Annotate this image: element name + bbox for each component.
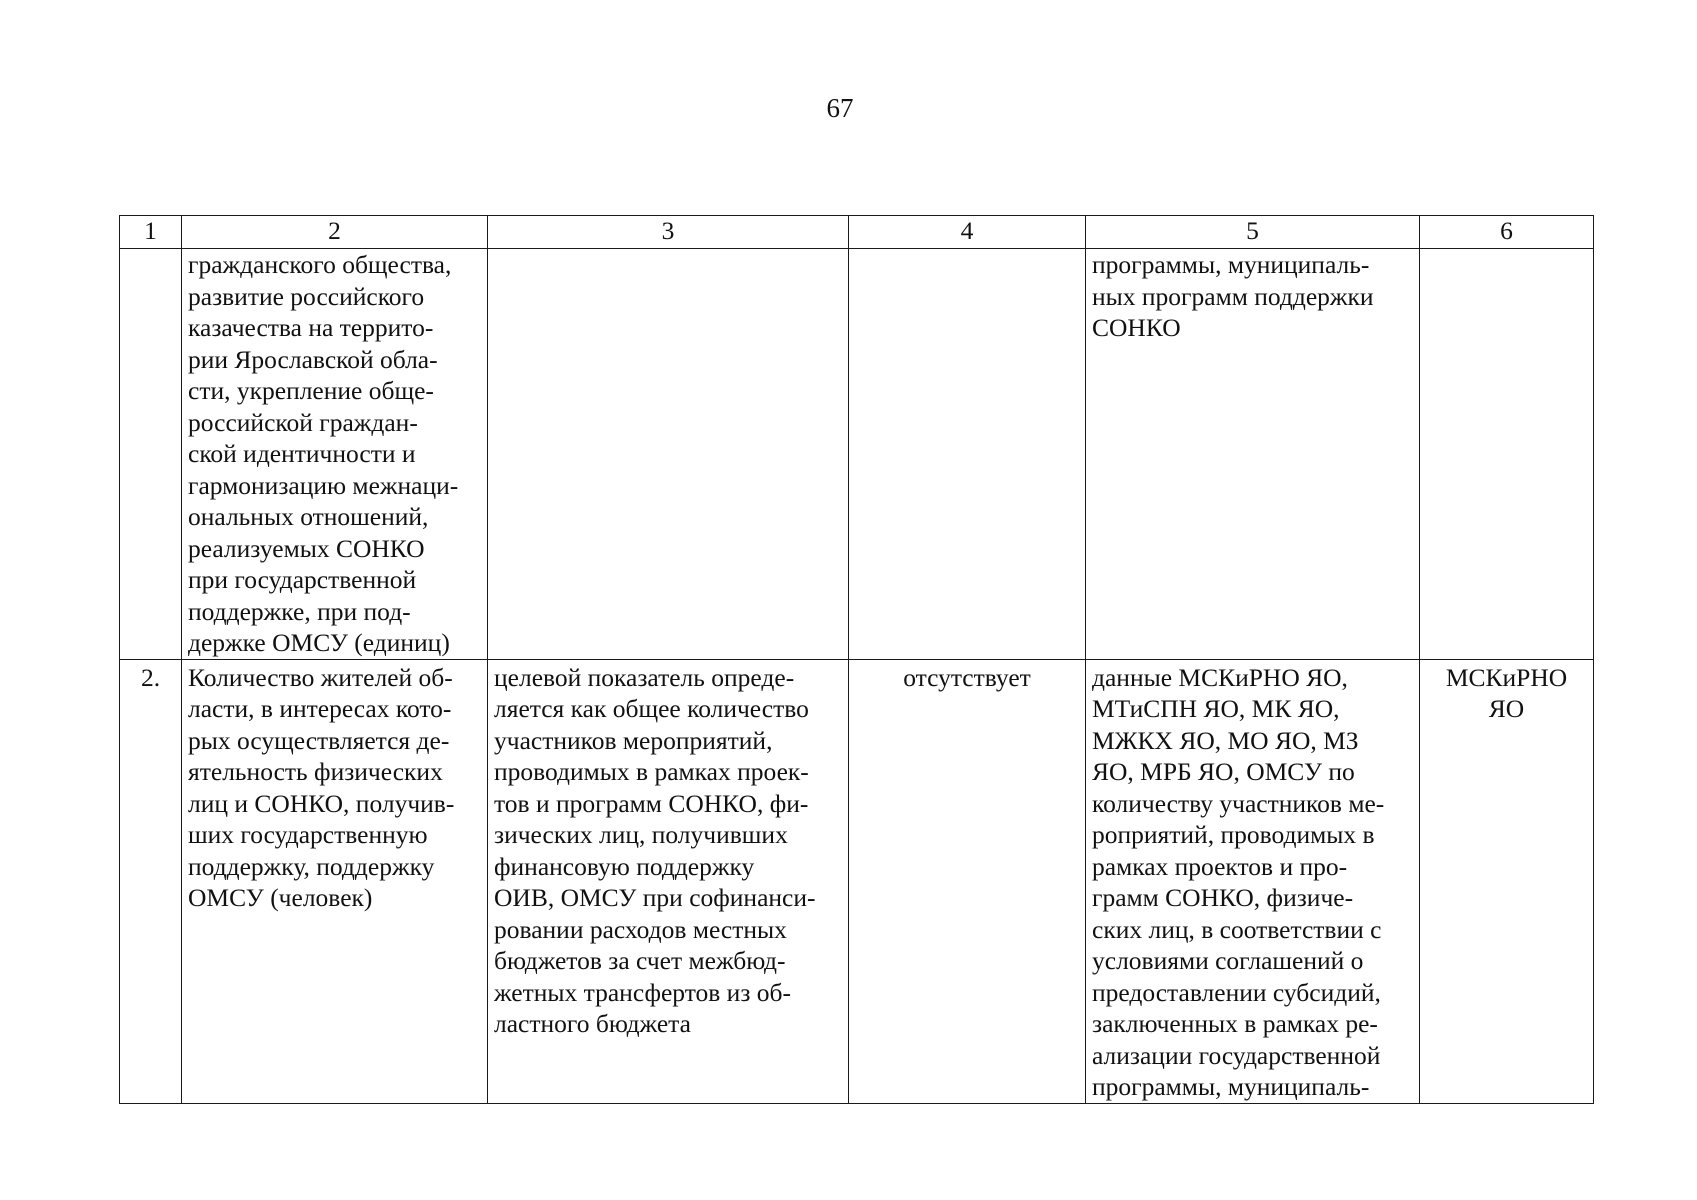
baseline-cell: отсутствует [849,659,1086,1103]
text-line: предоставлении субсидий, [1092,977,1381,1007]
column-header-1: 1 [120,216,182,249]
text-line: условиями соглашений о [1092,946,1364,975]
text-line: ОИВ, ОМСУ при софинанси- [494,883,816,912]
text-line: при государственной [188,565,417,594]
table-header-row [120,216,1594,249]
text-line: роприятий, проводимых в [1092,820,1375,849]
text-line: программы, муниципаль- [1092,1072,1370,1101]
indicator-table [119,215,1594,1104]
text-line: данные МСКиРНО ЯО, [1092,662,1348,692]
text-line: МТиСПН ЯО, МК ЯО, [1092,694,1340,723]
text-line: ональных отношений, [188,502,429,531]
column-header-2: 2 [182,216,488,249]
row-number-cell: 2. [120,659,182,1103]
text-line: рамках проектов и про- [1092,851,1348,881]
text-line: ской идентичности и [188,439,416,468]
text-line: развитие российского [188,281,425,311]
text-line: ятельность физических [188,757,443,786]
text-line: финансовую поддержку [494,851,755,881]
text-line: ских лиц, в соответствии с [1092,914,1382,944]
page-number: 67 [826,93,854,123]
responsible-cell [1420,249,1594,660]
baseline-cell [849,249,1086,660]
indicator-name-cell [182,249,488,660]
text-line: лиц и СОНКО, получив- [188,788,455,818]
text-line: ных программ поддержки [1092,281,1374,311]
text-line: ших государственную [188,820,428,849]
text-line: ласти, в интересах кото- [188,694,452,723]
text-line: СОНКО [1092,313,1181,342]
text-line: МЖКХ ЯО, МО ЯО, МЗ [1092,725,1359,755]
text-line: тов и программ СОНКО, фи- [494,788,809,818]
data-source-cell [1086,659,1420,1103]
column-header-3: 3 [488,216,849,249]
text-line: рых осуществляется де- [188,725,450,755]
text-line: грамм СОНКО, физиче- [1092,883,1354,912]
text-line: программы, муниципаль- [1092,250,1370,279]
calculation-method-cell [488,249,849,660]
text-line: держке ОМСУ (единиц) [188,628,450,657]
text-line: заключенных в рамках ре- [1092,1009,1378,1038]
text-line: проводимых в рамках проек- [494,757,809,786]
column-header-4: 4 [849,216,1086,249]
row-number-cell [120,249,182,660]
text-line: целевой показатель опреде- [494,662,795,692]
text-line: гражданского общества, [188,250,452,279]
indicator-name-cell [182,659,488,1103]
text-line: бюджетов за счет межбюд- [494,946,786,975]
text-line: казачества на террито- [188,313,434,342]
text-line: Количество жителей об- [188,662,453,692]
text-line: поддержке, при под- [188,596,411,626]
text-line: участников мероприятий, [494,725,773,755]
text-line: рии Ярославской обла- [188,344,438,374]
table-row [120,249,1594,660]
calculation-method-cell [488,659,849,1103]
text-line: ЯО [1488,694,1525,723]
text-line: российской граждан- [188,407,418,437]
text-line: ЯО, МРБ ЯО, ОМСУ по [1092,757,1355,786]
text-line: гармонизацию межнаци- [188,470,459,500]
responsible-cell [1420,659,1594,1103]
table-row [120,659,1594,1103]
text-line: зических лиц, получивших [494,820,788,849]
text-line: поддержку, поддержку [188,851,435,881]
text-line: ОМСУ (человек) [188,883,373,912]
text-line: реализуемых СОНКО [188,533,425,563]
column-header-5: 5 [1086,216,1420,249]
text-line: ляется как общее количество [494,694,809,723]
text-line: жетных трансфертов из об- [494,977,791,1007]
text-line: ластного бюджета [494,1009,691,1038]
text-line: ровании расходов местных [494,914,787,944]
text-line: количеству участников ме- [1092,788,1385,818]
text-line: сти, укрепление обще- [188,376,434,405]
text-line: МСКиРНО [1445,662,1568,692]
data-source-cell [1086,249,1420,660]
column-header-6: 6 [1420,216,1594,249]
text-line: ализации государственной [1092,1040,1381,1070]
